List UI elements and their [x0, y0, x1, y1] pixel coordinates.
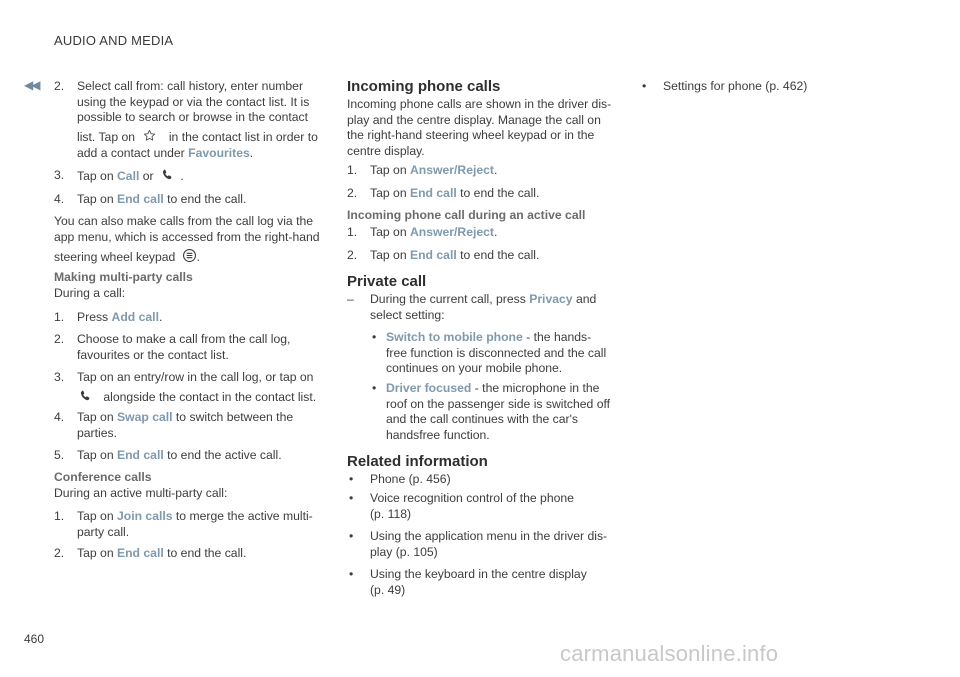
star-icon [143, 129, 156, 147]
page-number: 460 [24, 632, 45, 646]
incoming-paragraph: Incoming phone calls are shown in the driver dis- play and the centre display. Manage the call on the right-hand steering wheel keypad or in the centre display. [347, 97, 612, 158]
call-keyword: Call [116, 168, 140, 183]
call-log-paragraph: You can also make calls from the call log via the app menu, which is accessed from the right-hand steering wheel keypad . [54, 214, 329, 268]
favourites-keyword: Favourites [188, 146, 250, 160]
app-menu-icon [182, 248, 197, 268]
watermark: carmanualsonline.info [560, 641, 779, 666]
end-call-keyword: End call [409, 248, 457, 262]
switch-to-mobile-keyword: Switch to mobile phone [386, 330, 523, 344]
conference-intro: During an active multi-party call: [54, 486, 228, 500]
back-arrows-icon[interactable]: ◀◀ [24, 78, 39, 92]
privacy-keyword: Privacy [529, 292, 573, 306]
end-call-keyword: End call [409, 186, 457, 200]
answer-reject-keyword: Answer/Reject [409, 163, 494, 177]
answer-reject-keyword: Answer/Reject [409, 225, 494, 239]
phone-handset-icon [79, 389, 91, 407]
section-header: AUDIO AND MEDIA [54, 33, 174, 48]
swap-call-keyword: Swap call [116, 410, 173, 424]
multi-party-intro: During a call: [54, 286, 126, 300]
multi-party-heading: Making multi-party calls [54, 270, 193, 284]
incoming-heading: Incoming phone calls [347, 78, 501, 95]
end-call-keyword: End call [116, 448, 164, 462]
add-call-keyword: Add call [111, 310, 159, 324]
conference-heading: Conference calls [54, 470, 152, 484]
private-call-heading: Private call [347, 273, 427, 290]
end-call-keyword: End call [116, 546, 164, 560]
related-heading: Related information [347, 453, 488, 470]
driver-focused-keyword: Driver focused [386, 381, 472, 395]
phone-handset-icon [161, 168, 173, 186]
end-call-keyword: End call [116, 192, 164, 206]
active-call-heading: Incoming phone call during an active call [347, 208, 586, 222]
join-calls-keyword: Join calls [116, 509, 173, 523]
